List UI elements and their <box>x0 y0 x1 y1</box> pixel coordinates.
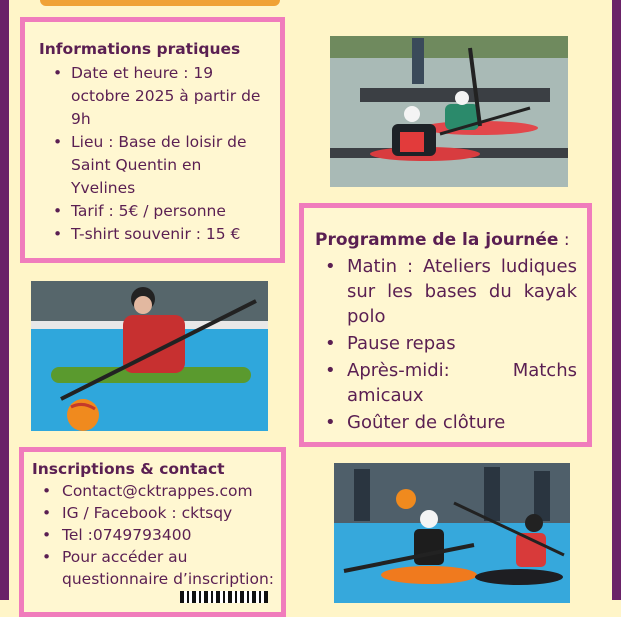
info-list <box>39 62 270 246</box>
qr-code-icon <box>180 591 268 603</box>
top-banner <box>40 0 280 6</box>
photo-kayak-pool <box>31 281 268 431</box>
program-title: Programme de la journée <box>315 230 559 250</box>
info-item-price: • Tarif : 5€ / personne <box>39 200 270 223</box>
info-item-date: • Date et heure : 19 octobre 2025 à partir de 9h <box>39 62 270 131</box>
contact-list <box>32 480 275 590</box>
program-item-morning: • Matin : Ateliers ludiques sur les bases du kayak polo <box>315 254 577 329</box>
contact-item-social: • IG / Facebook : cktsqy <box>32 502 275 524</box>
contact-item-phone: • Tel :0749793400 <box>32 524 275 546</box>
page-frame-left <box>0 0 9 600</box>
contact-item-email: • Contact@cktrappes.com <box>32 480 275 502</box>
photo-kayak-pool-illustration <box>31 281 268 431</box>
program-title-line <box>315 228 577 252</box>
info-box <box>20 17 285 263</box>
program-item-snack: • Goûter de clôture <box>315 410 577 435</box>
program-item-afternoon: • Après-midi: Matchs amicaux <box>315 358 577 408</box>
program-list <box>315 254 577 435</box>
page-frame-right <box>612 0 621 600</box>
info-item-tshirt: • T-shirt souvenir : 15 € <box>39 223 270 246</box>
program-box <box>299 203 592 447</box>
info-title: Informations pratiques <box>39 40 241 58</box>
info-item-location: • Lieu : Base de loisir de Saint Quentin en Yvelines <box>39 131 270 200</box>
photo-kayak-match <box>334 463 570 603</box>
program-item-lunch: • Pause repas <box>315 331 577 356</box>
program-title-suffix: : <box>558 230 570 250</box>
photo-kayak-lake-illustration <box>330 36 568 187</box>
contact-item-form: • Pour accéder au questionnaire d’inscription: <box>32 546 275 590</box>
photo-kayak-lake <box>330 36 568 187</box>
photo-kayak-match-illustration <box>334 463 570 603</box>
contact-title: Inscriptions & contact <box>32 460 225 478</box>
